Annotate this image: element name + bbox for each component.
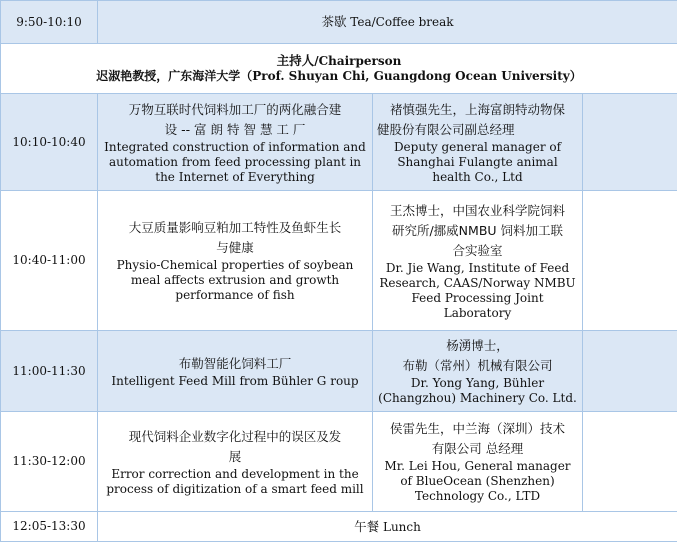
speaker-en: Dr. Jie Wang, Institute of Feed Research, CAAS/Norway NMBU Feed Processing Joint Laboratory xyxy=(379,260,576,320)
speaker-en: Dr. Yong Yang, Bühler (Changzhou) Machinery Co. Ltd. xyxy=(378,376,577,405)
time-cell: 11:30-12:00 xyxy=(1,412,98,512)
topic-en: Error correction and development in the process of digitization of a smart feed mill xyxy=(106,466,364,496)
speaker-cell xyxy=(373,412,583,512)
time-cell: 10:10-10:40 xyxy=(1,94,98,191)
time-cell: 9:50-10:10 xyxy=(1,1,98,44)
empty-cell xyxy=(583,191,677,331)
speaker-zh: 有限公司 总经理 xyxy=(431,441,524,456)
break-label-en: Lunch xyxy=(382,519,421,534)
speaker-en: Deputy general manager of Shanghai Fulangte animal health Co., Ltd xyxy=(393,139,562,184)
empty-cell xyxy=(583,94,677,191)
empty-cell xyxy=(583,412,677,512)
time-cell: 11:00-11:30 xyxy=(1,331,98,412)
break-label-zh: 茶歇 xyxy=(321,14,347,29)
speaker-en: Mr. Lei Hou, General manager of BlueOcean (Shenzhen) Technology Co., LTD xyxy=(384,459,571,503)
speaker-zh: 王杰博士，中国农业科学院饲料 xyxy=(389,202,565,218)
topic-zh: 与健康 xyxy=(216,240,254,255)
table-row xyxy=(1,1,677,44)
time-cell: 10:40-11:00 xyxy=(1,191,98,331)
break-label-zh: 午餐 xyxy=(354,518,380,534)
topic-cell xyxy=(98,94,373,191)
topic-cell xyxy=(98,191,373,331)
table-row xyxy=(1,412,677,512)
break-cell xyxy=(98,1,677,44)
break-label-en: Tea/Coffee break xyxy=(350,15,454,29)
topic-en: Physio-Chemical properties of soybean meal affects extrusion and growth performance of fish xyxy=(116,258,354,302)
topic-en: Intelligent Feed Mill from Bühler G roup xyxy=(111,373,359,388)
break-cell xyxy=(98,512,677,542)
speaker-zh: 褚慎强先生，上海富朗特动物保 xyxy=(389,101,565,117)
table-row xyxy=(1,94,677,191)
topic-zh: 现代饲料企业数字化过程中的误区及发 xyxy=(128,428,342,444)
topic-zh: 设 -- 富 朗 特 智 慧 工 厂 xyxy=(164,121,306,137)
topic-zh: 展 xyxy=(228,448,242,464)
topic-zh: 大豆质量影响豆粕加工特性及鱼虾生长 xyxy=(128,220,342,235)
table-row xyxy=(1,331,677,412)
speaker-zh: 布勒（常州）机械有限公司 xyxy=(402,358,553,373)
speaker-cell xyxy=(373,191,583,331)
topic-zh: 万物互联时代饲料加工厂的两化融合建 xyxy=(128,101,342,117)
chair-name: 迟淑艳教授，广东海洋大学（Prof. Shuyan Chi, Guangdong Ocean University） xyxy=(96,69,582,83)
table-row xyxy=(1,512,677,542)
topic-en: Integrated construction of information and automation from feed processing plant in the Internet of Everything xyxy=(104,139,366,184)
table-row xyxy=(1,191,677,331)
speaker-zh: 杨湧博士， xyxy=(446,338,509,353)
speaker-zh: 研究所/挪威NMBU 饲料加工联 xyxy=(391,222,564,238)
topic-zh: 布勒智能化饲料工厂 xyxy=(178,355,292,371)
chair-label-zh: 主持人 xyxy=(276,53,315,68)
speaker-zh: 合实验室 xyxy=(452,242,503,258)
topic-cell xyxy=(98,331,373,412)
empty-cell xyxy=(583,331,677,412)
speaker-cell xyxy=(373,94,583,191)
chair-label-en: /Chairperson xyxy=(314,54,402,68)
table-row xyxy=(1,44,677,94)
topic-cell xyxy=(98,412,373,512)
speaker-cell xyxy=(373,331,583,412)
speaker-zh: 健股份有限公司副总经理 xyxy=(377,121,515,137)
chairperson-cell xyxy=(1,44,677,94)
time-cell: 12:05-13:30 xyxy=(1,512,98,542)
speaker-zh: 侯雷先生，中兰海（深圳）技术 xyxy=(389,421,565,436)
